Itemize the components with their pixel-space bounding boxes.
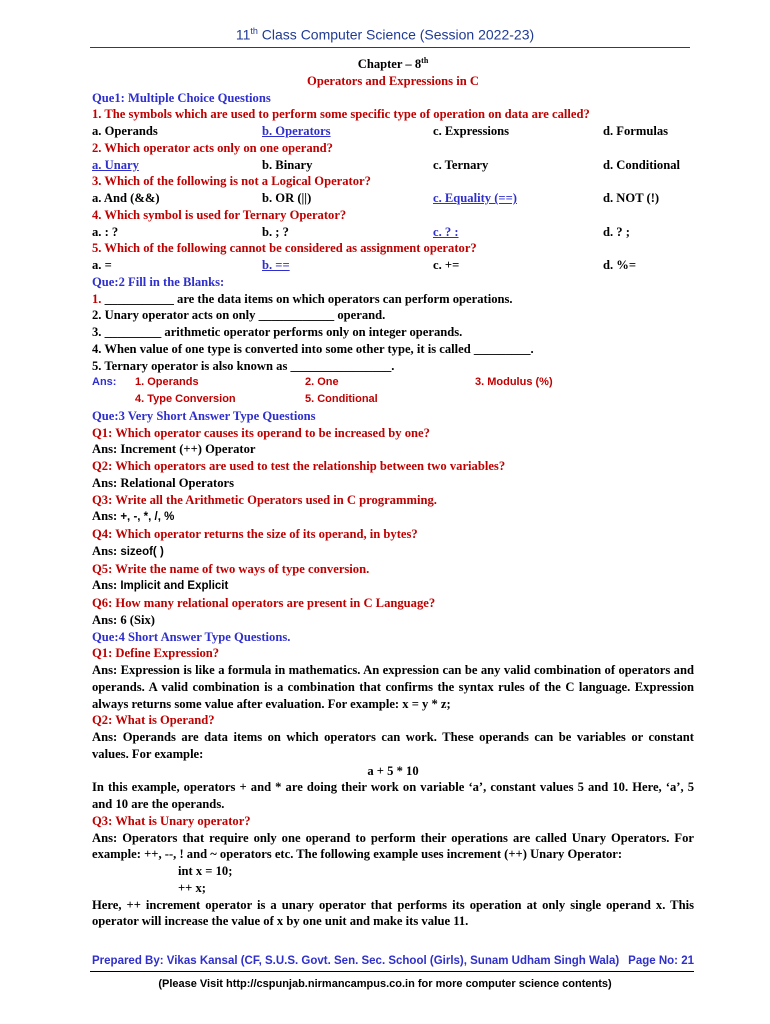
blank-answers: [92, 391, 694, 408]
short-question: Q6: How many relational operators are present in C Language?: [92, 596, 436, 611]
answer-item: 5. Conditional: [305, 393, 378, 406]
option-d: d. ? ;: [603, 224, 630, 239]
answer-item: 2. One: [305, 376, 339, 389]
code-line: int x = 10;: [178, 864, 233, 879]
short-question: Q4: Which operator returns the size of its operand, in bytes?: [92, 527, 418, 542]
section-heading-mcq: Que1: Multiple Choice Questions: [92, 90, 271, 105]
option-b-correct: b. ==: [262, 258, 290, 273]
header-rule: [90, 47, 690, 48]
short-question: Q3: Write all the Arithmetic Operators used in C programming.: [92, 492, 437, 507]
long-question: Q3: What is Unary operator?: [92, 813, 251, 828]
option-d: d. %=: [603, 258, 637, 273]
prepared-by: Prepared By: Vikas Kansal (CF, S.U.S. Govt. Sen. Sec. School (Girls), Sunam Udham Singh Wala): [92, 955, 620, 967]
blank-answers: [92, 374, 694, 391]
mcq-options: [92, 123, 694, 140]
option-b: b. Binary: [262, 157, 313, 172]
option-a: a. : ?: [92, 224, 119, 239]
short-answer: Ans: 6 (Six): [92, 612, 155, 627]
mcq-options: [92, 257, 694, 274]
long-answer: Ans: Operands are data items on which operators can work. These operands can be variables or constant values. For example:: [92, 730, 694, 761]
mcq-options: [92, 224, 694, 241]
blank-question: 4. When value of one type is converted into some other type, it is called _________.: [92, 341, 534, 356]
mcq-question: 3. Which of the following is not a Logical Operator?: [92, 174, 371, 189]
blank-question: 1. ___________ are the data items on which operators can perform operations.: [92, 291, 513, 306]
section-heading-very-short: Que:3 Very Short Answer Type Questions: [92, 408, 316, 423]
page-footer: [92, 955, 694, 967]
mcq-question: 2. Which operator acts only on one operand?: [92, 140, 333, 155]
long-question: Q2: What is Operand?: [92, 713, 215, 728]
short-question: Q2: Which operators are used to test the relationship between two variables?: [92, 459, 506, 474]
option-c: c. +=: [433, 258, 460, 273]
option-c: c. Expressions: [433, 124, 510, 139]
blank-question: 5. Ternary operator is also known as ________________.: [92, 358, 395, 373]
option-b-correct: b. Operators: [262, 124, 331, 139]
code-line: ++ x;: [178, 880, 206, 895]
visit-note: (Please Visit http://cspunjab.nirmancampus.co.in for more computer science contents): [158, 978, 612, 990]
short-answer: Ans: Implicit and Explicit: [92, 578, 229, 593]
answer-item: 1. Operands: [135, 376, 199, 389]
option-b: b. ; ?: [262, 224, 289, 239]
option-c-correct: c. Equality (==): [433, 191, 517, 206]
long-answer: In this example, operators + and * are doing their work on variable ‘a’, constant values 5 and 10. Here, ‘a’, 5 and 10 are the operands.: [92, 780, 694, 812]
page-number: Page No: 21: [628, 955, 694, 967]
document-body: [92, 53, 694, 930]
option-a: a. Operands: [92, 124, 158, 139]
long-answer: Ans: Expression is like a formula in mathematics. An expression can be any valid combination of operators and operands. A valid combination is a combination that confirms the syntax rules of the C language. Expression always returns some value after evaluation. For example: x = y * z;: [92, 663, 694, 711]
option-a-correct: a. Unary: [92, 157, 139, 172]
option-d: d. Conditional: [603, 157, 680, 172]
section-heading-short-answer: Que:4 Short Answer Type Questions.: [92, 629, 291, 644]
option-d: d. NOT (!): [603, 191, 660, 206]
option-c-correct: c. ? :: [433, 224, 459, 239]
mcq-question: 4. Which symbol is used for Ternary Operator?: [92, 207, 347, 222]
option-a: a. =: [92, 258, 112, 273]
option-b: b. OR (||): [262, 191, 312, 206]
long-question: Q1: Define Expression?: [92, 646, 220, 661]
short-question: Q5: Write the name of two ways of type conversion.: [92, 561, 370, 576]
short-question: Q1: Which operator causes its operand to be increased by one?: [92, 425, 430, 440]
option-c: c. Ternary: [433, 157, 489, 172]
long-answer: Here, ++ increment operator is a unary operator that performs its operation at only single operand x. This operator will increase the value of x by one unit and make its value 11.: [92, 897, 694, 929]
short-answer: Ans: sizeof( ): [92, 543, 164, 558]
long-answer: Ans: Operators that require only one operand to perform their operations are called Unary Operators. For example: ++, --, ! and ~ operators etc. The following example uses increment (++) Unary Operator:: [92, 830, 694, 862]
option-a: a. And (&&): [92, 191, 160, 206]
blank-question: 3. _________ arithmetic operator performs only on integer operands.: [92, 325, 463, 340]
page-header: 11th Class Computer Science (Session 2022-23): [235, 26, 535, 43]
mcq-question: 1. The symbols which are used to perform some specific type of operation on data are called?: [92, 107, 590, 122]
mcq-options: [92, 157, 694, 174]
blank-question: 2. Unary operator acts on only ____________ operand.: [92, 308, 386, 323]
mcq-question: 5. Which of the following cannot be considered as assignment operator?: [92, 241, 477, 256]
answer-item: 4. Type Conversion: [135, 393, 236, 406]
short-answer: Ans: Relational Operators: [92, 475, 235, 490]
mcq-options: [92, 190, 694, 207]
chapter-number: Chapter – 8th: [357, 56, 429, 72]
answer-item: 3. Modulus (%): [475, 376, 553, 389]
example-expression: a + 5 * 10: [367, 763, 419, 778]
short-answer: Ans: Increment (++) Operator: [92, 442, 256, 457]
option-d: d. Formulas: [603, 124, 669, 139]
short-answer: Ans: +, -, *, /, %: [92, 509, 175, 524]
section-heading-fill-blanks: Que:2 Fill in the Blanks:: [92, 274, 225, 289]
answers-label: Ans:: [92, 376, 117, 389]
footer-rule: [90, 971, 694, 972]
chapter-title: Operators and Expressions in C: [307, 73, 479, 88]
